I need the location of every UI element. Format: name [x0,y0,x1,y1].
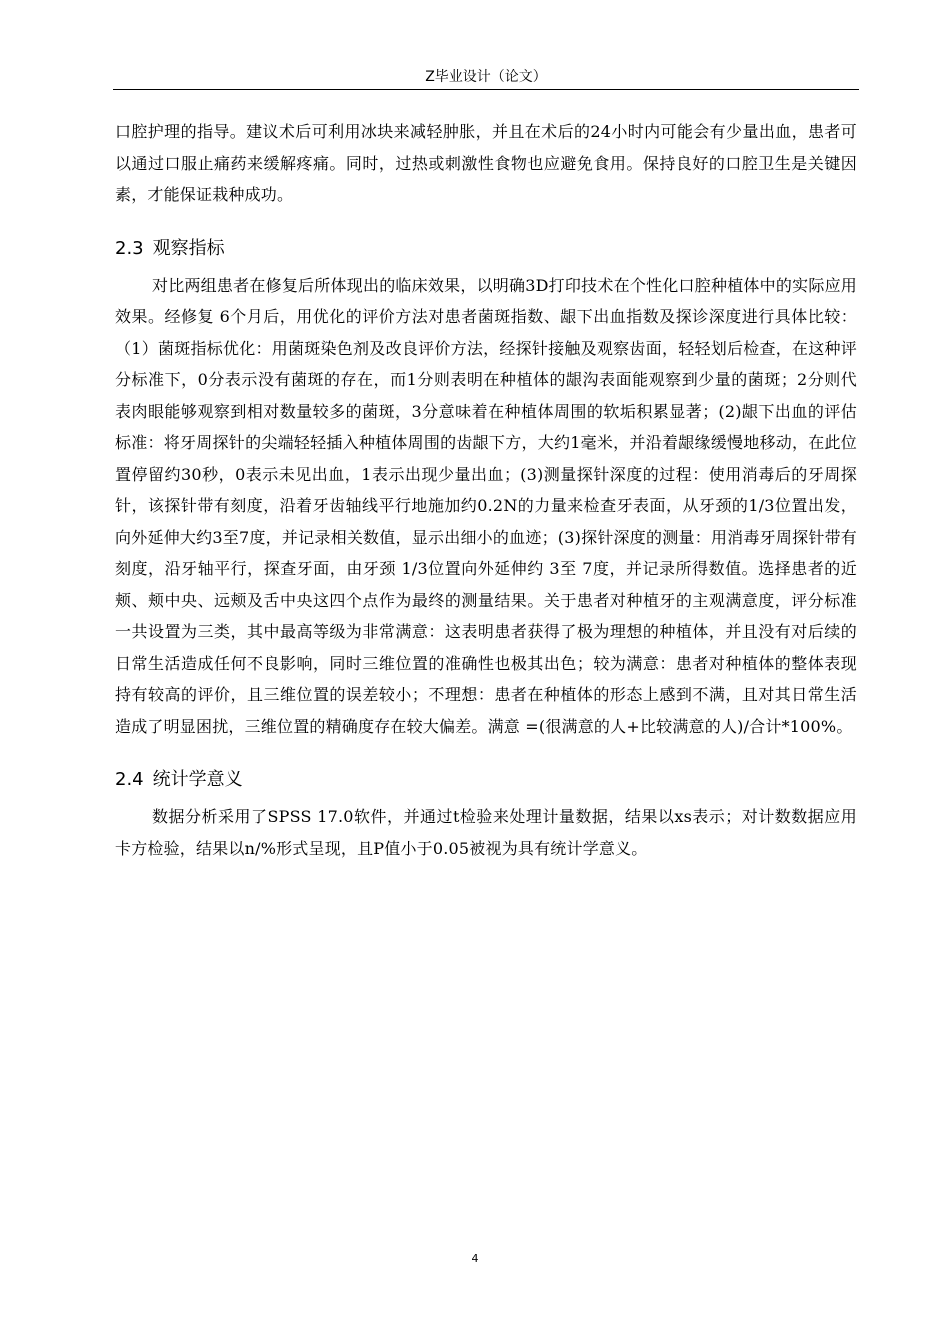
header-rule [113,89,859,90]
section-title: 观察指标 [152,237,225,259]
section-heading-2-3 [115,237,857,261]
section-title: 统计学意义 [152,769,243,790]
page-number: 4 [471,1252,479,1265]
section-number: 2.3 [115,237,144,259]
section-number: 2.4 [115,769,144,790]
section-heading-2-4 [115,768,857,792]
intro-paragraph: 口腔护理的指导。建议术后可利用冰块来减轻肿胀，并且在术后的24小时内可能会有少量出血，患者可以通过口服止痛药来缓解疼痛。同时，过热或刺激性食物也应避免食用。保持良好的口腔卫生是关键因素，才能保证栽种成功。 [115,122,857,204]
observation-indicators-paragraph: 对比两组患者在修复后所体现出的临床效果，以明确3D打印技术在个性化口腔种植体中的实际应用效果。经修复 6个月后，用优化的评价方法对患者菌斑指数、龈下出血指数及探诊深度进行具体比较：（1）菌斑指标优化：用菌斑染色剂及改良评价方法，经探针接触及观察齿面，轻轻划后检查，在这种评分标准下，0分表示没有菌斑的存在，而1分则表明在种植体的龈沟表面能观察到少量的菌斑；2分则代表肉眼能够观察到相对数量较多的菌斑，3分意味着在种植体周围的软垢积累显著；(2)龈下出血的评估标准：将牙周探针的尖端轻轻插入种植体周围的齿龈下方，大约1毫米，并沿着龈缘缓慢地移动，在此位置停留约30秒，0表示未见出血，1表示出现少量出血；(3)测量探针深度的过程：使用消毒后的牙周探针，该探针带有刻度，沿着牙齿轴线平行地施加约0.2N的力量来检查牙表面，从牙颈的1/3位置出发，向外延伸大约3至7度，并记录相关数值，显示出细小的血迹；(3)探针深度的测量：用消毒牙周探针带有刻度，沿牙轴平行，探查牙面，由牙颈 1/3位置向外延伸约 3至 7度，并记录所得数值。选择患者的近颊、颊中央、远颊及舌中央这四个点作为最终的测量结果。关于患者对种植牙的主观满意度，评分标准一共设置为三类，其中最高等级为非常满意：这表明患者获得了极为理想的种植体，并且没有对后续的日常生活造成任何不良影响，同时三维位置的准确性也极其出色；较为满意：患者对种植体的整体表现持有较高的评价，且三维位置的误差较小；不理想：患者在种植体的形态上感到不满，且对其日常生活造成了明显困扰，三维位置的精确度存在较大偏差。满意 =(很满意的人+比较满意的人)/合计*100%。 [115,275,857,736]
document-body [115,116,857,864]
statistics-paragraph: 数据分析采用了SPSS 17.0软件，并通过t检验来处理计量数据，结果以xs表示；对计数数据应用卡方检验，结果以n/%形式呈现，且P值小于0.05被视为具有统计学意义。 [115,807,857,858]
page-header [113,68,859,86]
header-title: Z毕业设计（论文） [425,69,547,85]
